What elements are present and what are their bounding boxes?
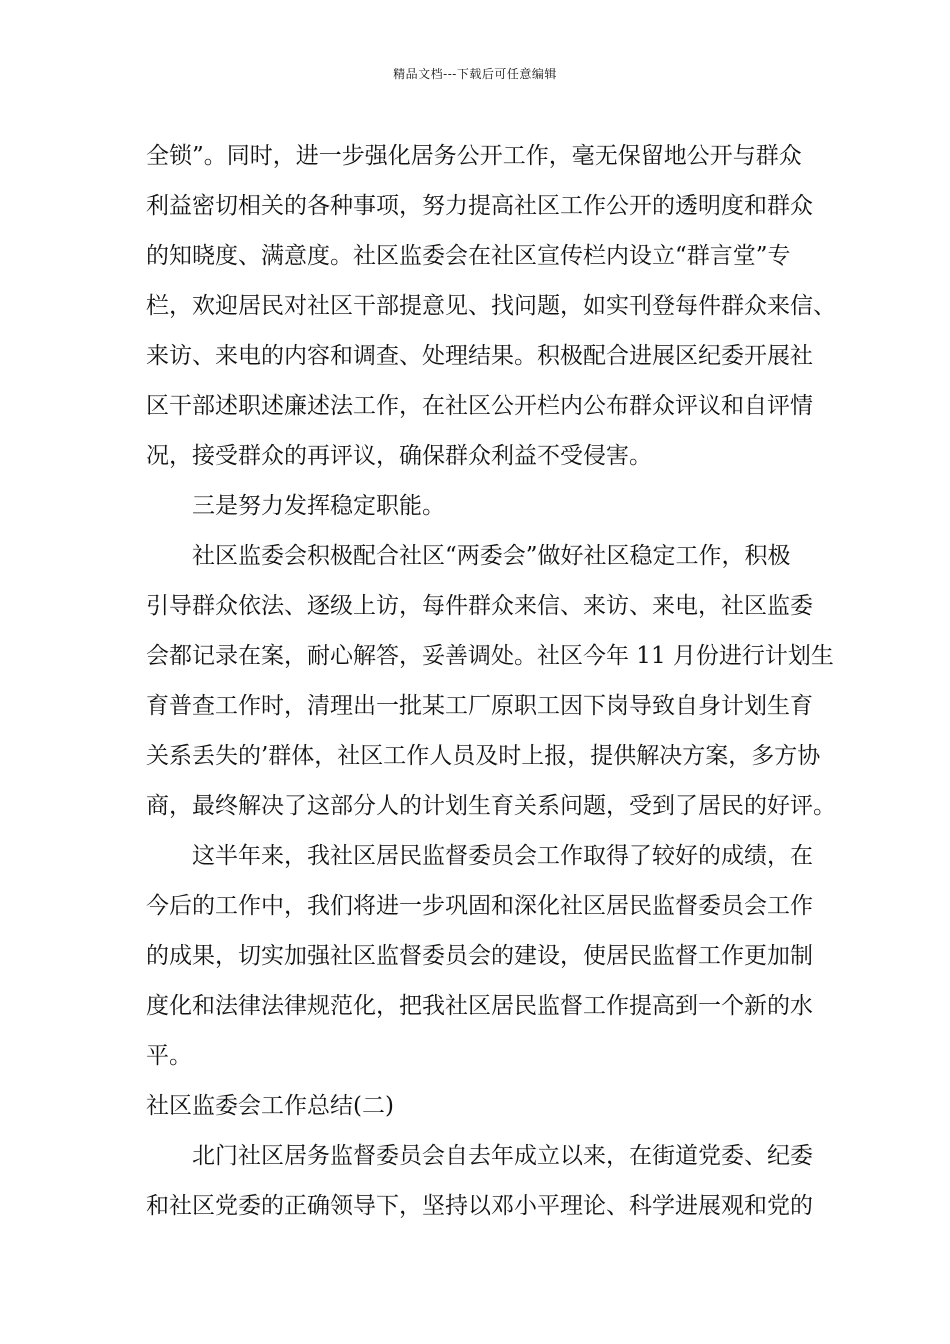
text-line: 利益密切相关的各种事项，努力提高社区工作公开的透明度和群众 <box>146 193 813 219</box>
text-line: 关系丢失的’群体，社区工作人员及时上报，提供解决方案，多方协 <box>146 743 821 769</box>
text-line: 商，最终解决了这部分人的计划生育关系问题，受到了居民的好评。 <box>146 793 836 819</box>
text-line: 的知晓度、满意度。社区监委会在社区宣传栏内设立“群言堂”专 <box>146 243 791 269</box>
text-line: 和社区党委的正确领导下，坚持以邓小平理论、科学进展观和党的 <box>146 1193 813 1219</box>
text-line: 平。 <box>146 1043 192 1069</box>
text-line: 这半年来，我社区居民监督委员会工作取得了较好的成绩，在 <box>146 843 813 869</box>
text-line: 全锁”。同时，进一步强化居务公开工作，毫无保留地公开与群众 <box>146 143 802 169</box>
text-line: 引导群众依法、逐级上访，每件群众来信、来访、来电，社区监委 <box>146 593 813 619</box>
text-line: 的成果，切实加强社区监督委员会的建设，使居民监督工作更加制 <box>146 943 813 969</box>
page-header: 精品文档---下载后可任意编辑 <box>393 67 557 81</box>
text-line: 来访、来电的内容和调查、处理结果。积极配合进展区纪委开展社 <box>146 343 813 369</box>
text-line: 区干部述职述廉述法工作，在社区公开栏内公布群众评议和自评情 <box>146 393 813 419</box>
text-line: 况，接受群众的再评议，确保群众利益不受侵害。 <box>146 443 652 469</box>
document-body <box>146 131 836 1231</box>
document-title: 社区监委会工作总结(二) <box>146 1093 394 1119</box>
text-line: 北门社区居务监督委员会自去年成立以来，在街道党委、纪委 <box>146 1143 813 1169</box>
section-heading-line: 三是努力发挥稳定职能。 <box>146 493 445 519</box>
text-line: 育普查工作时，清理出一批某工厂原职工因下岗导致自身计划生育 <box>146 693 813 719</box>
text-line: 会都记录在案，耐心解答，妥善调处。社区今年 11 月份进行计划生 <box>146 643 834 669</box>
text-line: 栏，欢迎居民对社区干部提意见、找问题，如实刊登每件群众来信、 <box>146 293 836 319</box>
text-line: 今后的工作中，我们将进一步巩固和深化社区居民监督委员会工作 <box>146 893 813 919</box>
text-line: 社区监委会积极配合社区“两委会”做好社区稳定工作，积极 <box>146 543 791 569</box>
text-line: 度化和法律法律规范化，把我社区居民监督工作提高到一个新的水 <box>146 993 813 1019</box>
